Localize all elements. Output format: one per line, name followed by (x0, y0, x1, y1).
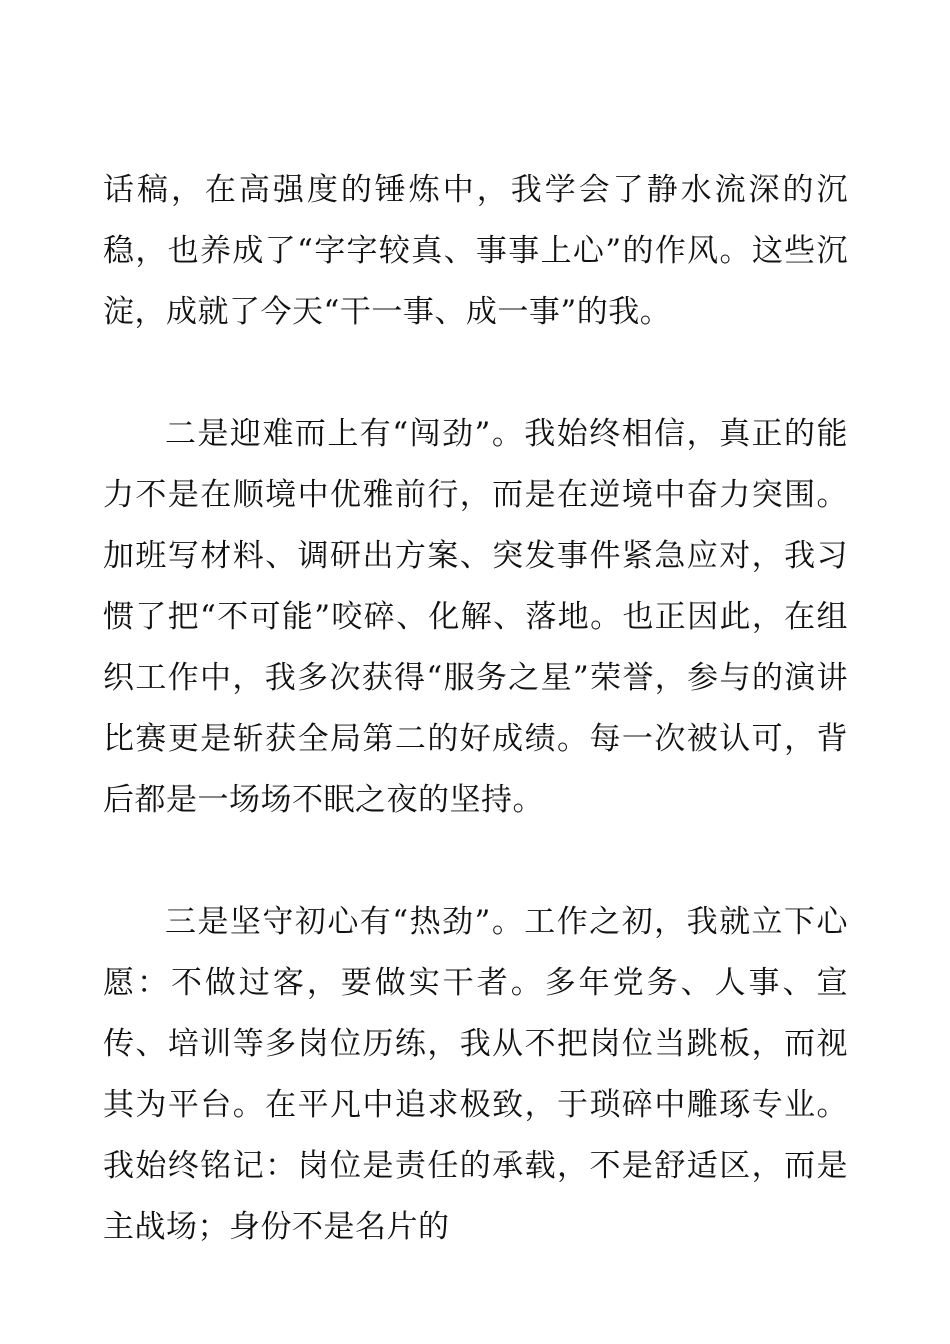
paragraph-point-three: 三是坚守初心有“热劲”。工作之初，我就立下心愿：不做过客，要做实干者。多年党务、人事、宣传、培训等多岗位历练，我从不把岗位当跳板，而视其为平台。在平凡中追求极致，于琐碎中雕琢专业。我始终铭记：岗位是责任的承载，不是舒适区，而是主战场；身份不是名片的 (103, 904, 848, 1245)
document-body (103, 160, 848, 1258)
paragraph-continuation: 话稿，在高强度的锤炼中，我学会了静水流深的沉稳，也养成了“字字较真、事事上心”的作风。这些沉淀，成就了今天“干一事、成一事”的我。 (103, 172, 848, 330)
paragraph-point-two: 二是迎难而上有“闯劲”。我始终相信，真正的能力不是在顺境中优雅前行，而是在逆境中奋力突围。加班写材料、调研出方案、突发事件紧急应对，我习惯了把“不可能”咬碎、化解、落地。也正因此，在组织工作中，我多次获得“服务之星”荣誉，参与的演讲比赛更是斩获全局第二的好成绩。每一次被认可，背后都是一场场不眠之夜的坚持。 (103, 416, 848, 818)
